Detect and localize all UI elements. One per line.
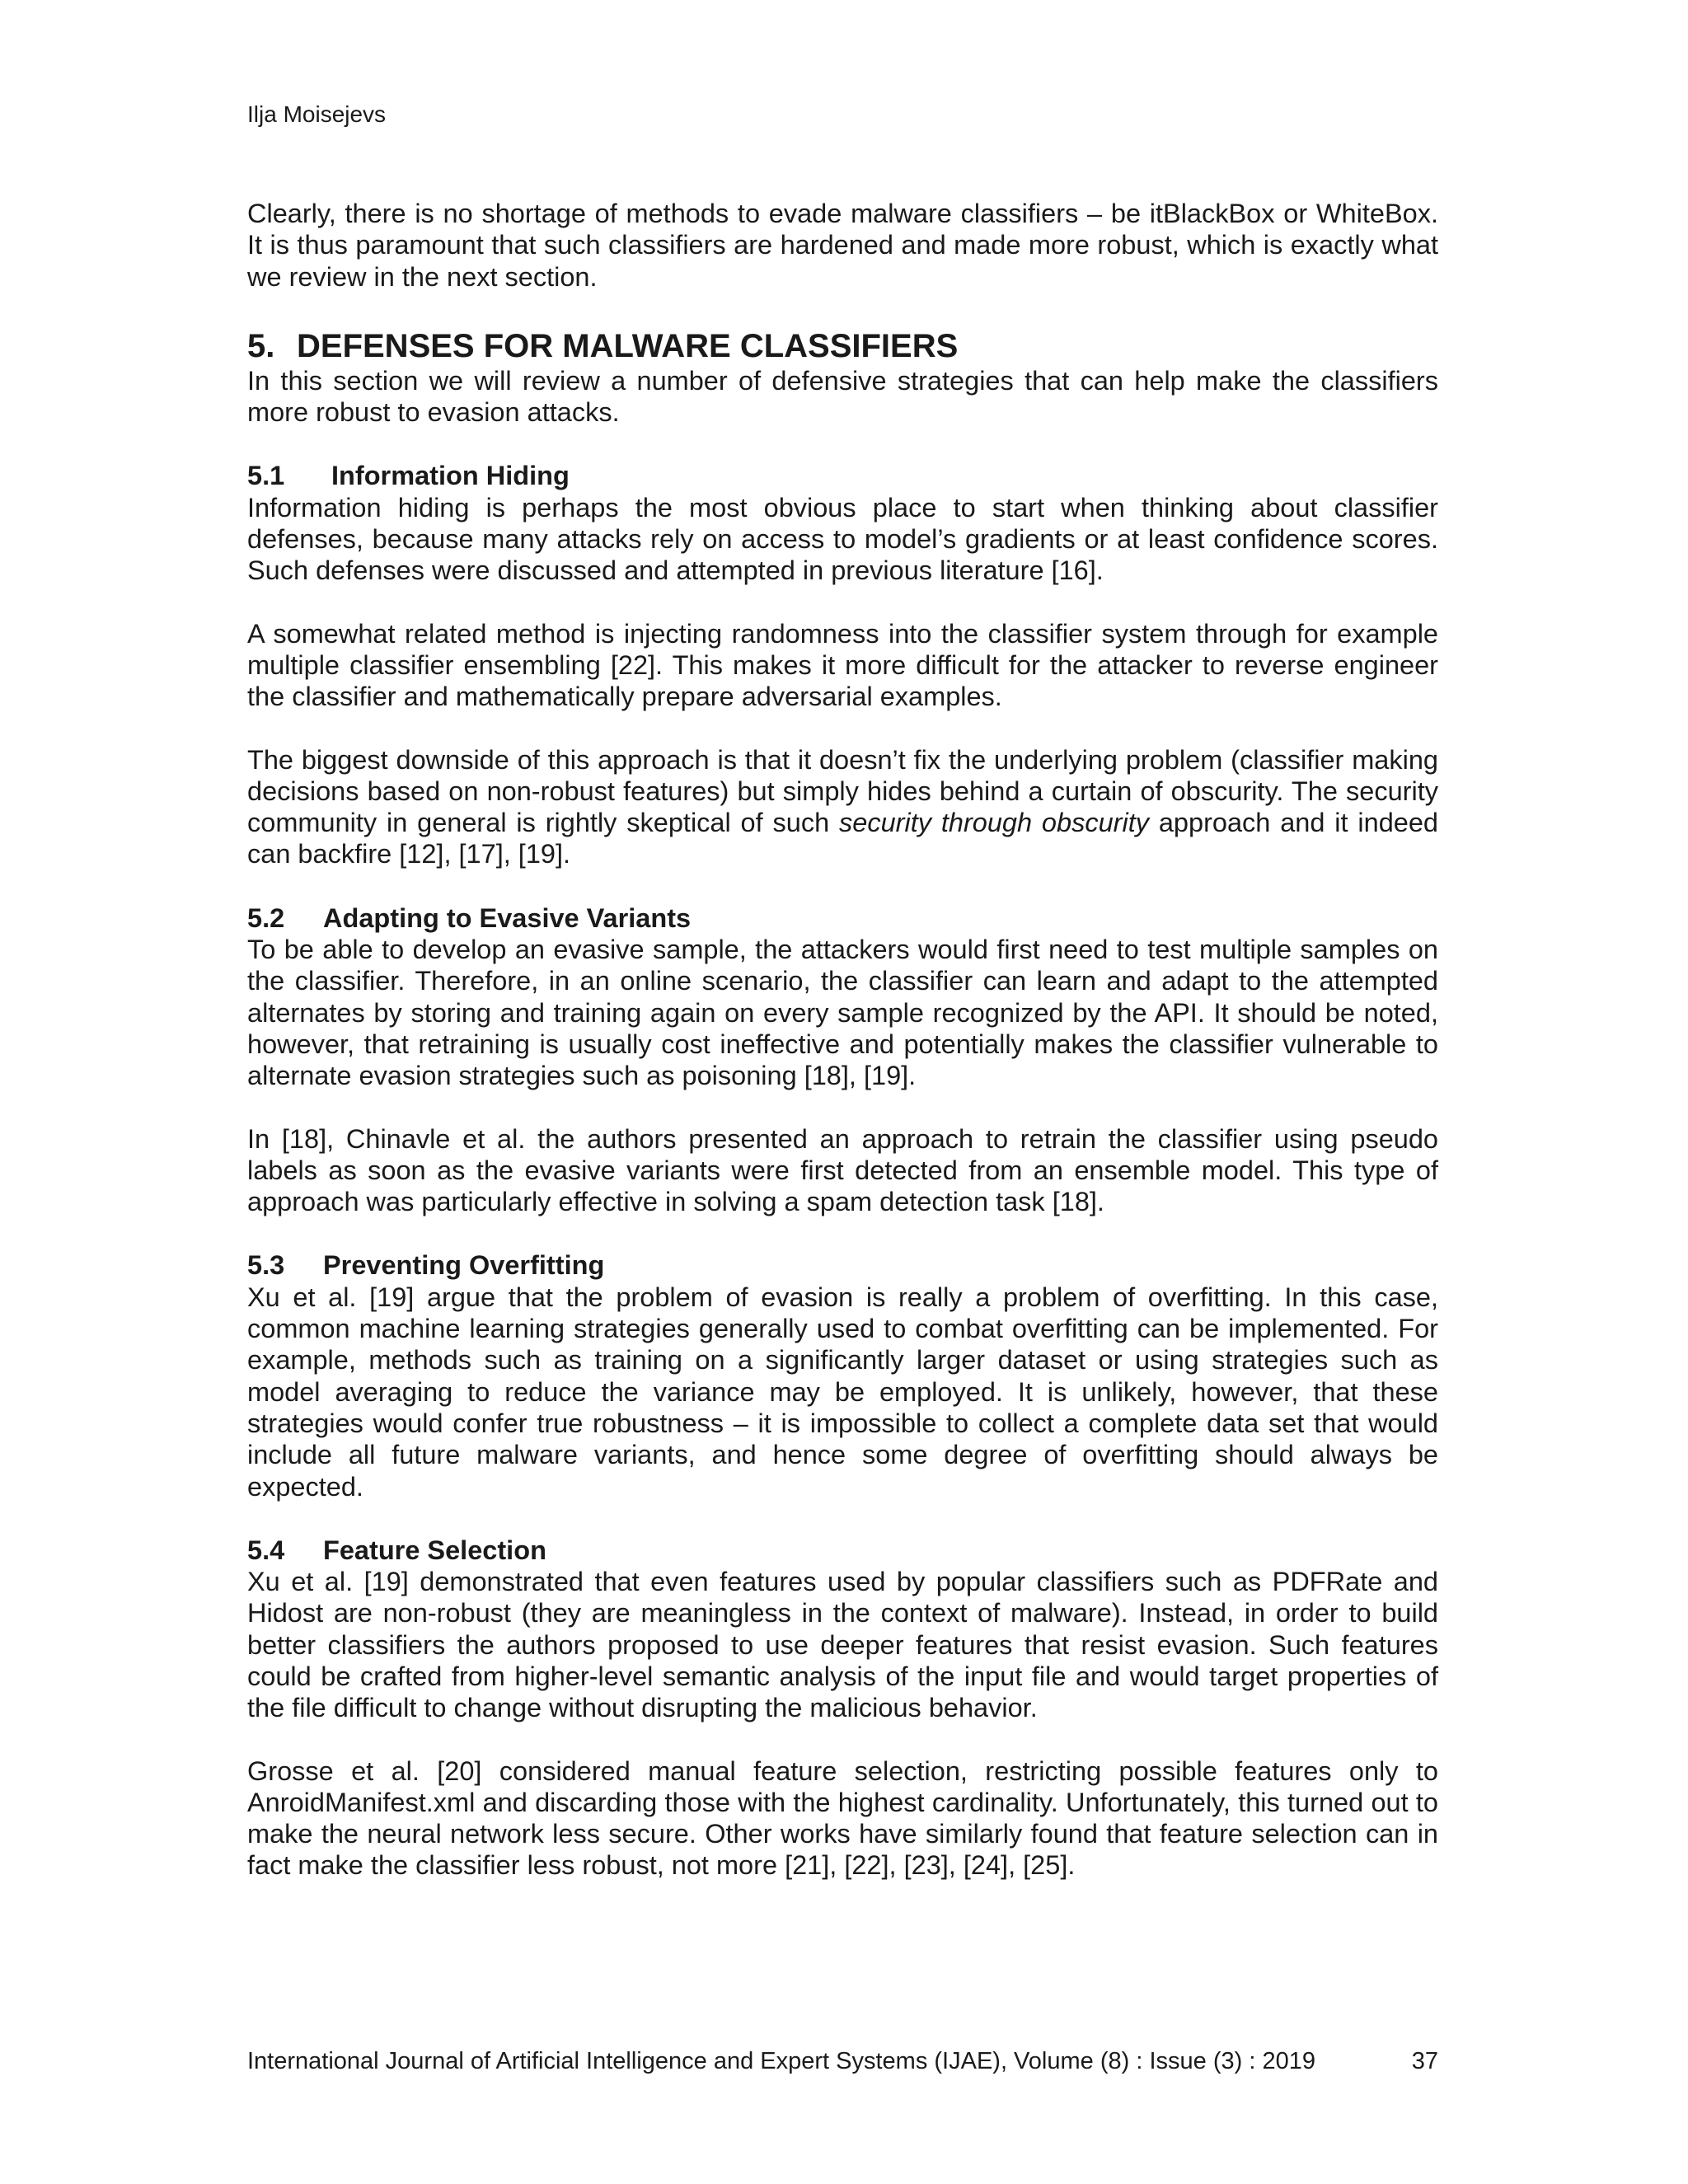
subsection-heading-adapting-to-evasive-variants (247, 902, 1438, 934)
emphasis-security-through-obscurity: security through obscurity (839, 808, 1149, 838)
section-number: 5. (247, 327, 275, 364)
running-head-author: Ilja Moisejevs (247, 101, 387, 127)
paragraph: A somewhat related method is injecting randomness into the classifier system through for example multiple classifier ensembling [22]. This makes it more difficult for the attacker to reverse engineer the classifier and mathematically prepare adversarial examples. (247, 618, 1438, 712)
section-title: DEFENSES FOR MALWARE CLASSIFIERS (297, 327, 959, 364)
subsection-number: 5.4 (247, 1535, 285, 1565)
paragraph: To be able to develop an evasive sample, the attackers would first need to test multiple samples on the classifier. Therefore, in an online scenario, the classifier can learn and adapt to the attempted alternates by storing and training again on every sample recognized by the API. It should be noted, however, that retraining is usually cost ineffective and potentially makes the classifier vulnerable to alternate evasion strategies such as poisoning [18], [19]. (247, 935, 1438, 1091)
subsection-title: Adapting to Evasive Variants (323, 902, 692, 933)
intro-paragraph: Clearly, there is no shortage of methods to evade malware classifiers – be itBlackBox or WhiteBox. It is thus paramount that such classifiers are hardened and made more robust, which is exactly what we review in the next section. (247, 199, 1438, 292)
paragraph: Xu et al. [19] demonstrated that even features used by popular classifiers such as PDFRate and Hidost are non-robust (they are meaningless in the context of malware). Instead, in order to build better classifiers the authors proposed to use deeper features that resist evasion. Such features could be crafted from higher-level semantic analysis of the input file and would target properties of the file difficult to change without disrupting the malicious behavior. (247, 1567, 1438, 1723)
subsection-number: 5.3 (247, 1250, 285, 1281)
paragraph: In [18], Chinavle et al. the authors presented an approach to retrain the classifier using pseudo labels as soon as the evasive variants were first detected from an ensemble model. This type of approach was particularly effective in solving a spam detection task [18]. (247, 1123, 1438, 1217)
paragraph: Information hiding is perhaps the most obvious place to start when thinking about classifier defenses, because many attacks rely on access to model’s gradients or at least confidence scores. Such defenses were discussed and attempted in previous literature [16]. (247, 492, 1438, 586)
page-footer (247, 2047, 1438, 2075)
subsection-heading-feature-selection (247, 1535, 1438, 1566)
subsection-title: Information Hiding (331, 461, 570, 491)
paragraph: Xu et al. [19] argue that the problem of evasion is really a problem of overfitting. In this case, common machine learning strategies generally used to combat overfitting can be implemented. For example, methods such as training on a significantly larger dataset or using strategies such as model averaging to reduce the variance may be employed. It is unlikely, however, that these strategies would confer true robustness – it is impossible to collect a complete data set that would include all future malware variants, and hence some degree of overfitting should always be expected. (247, 1282, 1438, 1502)
subsection-number: 5.2 (247, 902, 285, 933)
page-body (247, 198, 1438, 1882)
paragraph: Grosse et al. [20] considered manual feature selection, restricting possible features only to AnroidManifest.xml and discarding those with the highest cardinality. Unfortunately, this turned out to make the neural network less secure. Other works have similarly found that feature selection can in fact make the classifier less robust, not more [21], [22], [23], [24], [25]. (247, 1755, 1438, 1881)
section-heading-defenses (247, 327, 1438, 365)
footer-journal-citation: International Journal of Artificial Intelligence and Expert Systems (IJAE), Volume (8) : Issue (3) : 2019 (247, 2048, 1315, 2074)
subsection-number: 5.1 (247, 461, 285, 491)
section-intro-paragraph: In this section we will review a number of defensive strategies that can help make the classifiers more robust to evasion attacks. (247, 365, 1438, 428)
subsection-heading-preventing-overfitting (247, 1249, 1438, 1281)
paragraph-obscurity: The biggest downside of this approach is that it doesn’t fix the underlying problem (classifier making decisions based on non-robust features) but simply hides behind a curtain of obscurity. The security community in general is rightly skeptical of such security through obscurity approach and it indeed can backfire [12], [17], [19]. (247, 744, 1439, 869)
subsection-title: Feature Selection (323, 1535, 546, 1565)
subsection-title: Preventing Overfitting (323, 1250, 605, 1281)
page-number: 37 (1411, 2048, 1438, 2074)
subsection-heading-information-hiding (247, 460, 1438, 491)
